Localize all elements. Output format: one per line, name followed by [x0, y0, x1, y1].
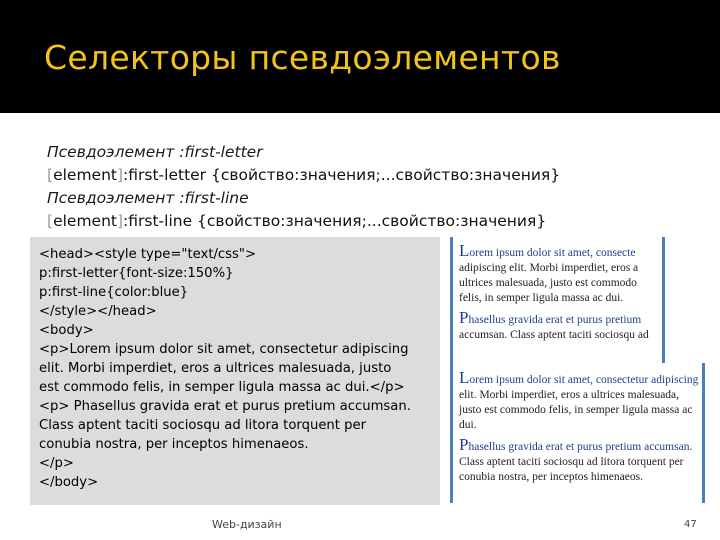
code-line: p:first-letter{font-size:150%} — [39, 266, 234, 281]
first-line-rule — [47, 210, 687, 233]
code-line: </body> — [39, 475, 99, 490]
preview-line: conubia nostra, per inceptos himenaeos. — [459, 471, 643, 483]
bracket-open: [ — [47, 166, 54, 184]
preview-paragraph — [459, 437, 701, 485]
preview-paragraph — [459, 310, 661, 343]
preview-first-letter: L — [459, 241, 470, 260]
preview-first-line: Lorem ipsum dolor sit amet, consectetur adipiscing — [459, 368, 699, 387]
first-letter-rule-body: :first-letter {свойство:значения;...свойство:значения} — [123, 166, 561, 184]
preview-first-line: Lorem ipsum dolor sit amet, consecte — [459, 241, 636, 260]
bracket-close: ] — [116, 166, 124, 184]
preview-line: felis, in semper ligula massa ac dui. — [459, 292, 624, 304]
code-line: elit. Morbi imperdiet, eros a ultrices malesuada, justo — [39, 361, 392, 376]
preview-first-line: Phasellus gravida erat et purus pretium accumsan. — [459, 435, 693, 454]
preview-border — [662, 237, 665, 363]
preview-line: Class aptent taciti sociosqu ad litora torquent per — [459, 456, 684, 468]
preview-border — [702, 363, 705, 503]
code-line: <head><style type="text/css"> — [39, 247, 257, 262]
preview-line: accumsan. Class aptent taciti sociosqu ad — [459, 329, 649, 341]
syntax-block — [47, 141, 687, 233]
code-line: </p> — [39, 456, 74, 471]
browser-preview-narrow — [450, 237, 665, 363]
page-number: 47 — [684, 519, 697, 530]
first-letter-heading: Псевдоэлемент :first-letter — [47, 143, 263, 161]
preview-first-letter: P — [459, 435, 469, 454]
preview-first-letter: L — [459, 368, 470, 387]
first-letter-rule — [47, 164, 687, 187]
browser-preview-wide — [450, 363, 705, 503]
preview-paragraph — [459, 370, 701, 433]
footer-label: Web-дизайн — [212, 518, 282, 531]
code-line: Class aptent taciti sociosqu ad litora torquent per — [39, 418, 367, 433]
preview-paragraph — [459, 243, 661, 306]
code-line: p:first-line{color:blue} — [39, 285, 189, 300]
preview-first-letter: P — [459, 308, 469, 327]
slide-title: Селекторы псевдоэлементов — [44, 38, 561, 77]
first-line-heading: Псевдоэлемент :first-line — [47, 189, 249, 207]
preview-first-line: Phasellus gravida erat et purus pretium — [459, 308, 642, 327]
code-line: conubia nostra, per inceptos himenaeos. — [39, 437, 309, 452]
code-line: <p> Phasellus gravida erat et purus pretium accumsan. — [39, 399, 411, 414]
preview-line: ultrices malesuada, justo est commodo — [459, 277, 637, 289]
code-line: <body> — [39, 323, 94, 338]
code-line: </style></head> — [39, 304, 157, 319]
code-example — [30, 237, 440, 505]
preview-line: justo est commodo felis, in semper ligula massa ac — [459, 404, 693, 416]
title-bar — [0, 0, 720, 113]
element-placeholder: element — [53, 166, 117, 184]
bracket-close: ] — [116, 212, 124, 230]
preview-line: dui. — [459, 419, 477, 431]
element-placeholder: element — [53, 212, 117, 230]
code-line: <p>Lorem ipsum dolor sit amet, consectetur adipiscing — [39, 342, 409, 357]
bracket-open: [ — [47, 212, 54, 230]
preview-line: adipiscing elit. Morbi imperdiet, eros a — [459, 262, 639, 274]
first-line-rule-body: :first-line {свойство:значения;...свойство:значения} — [123, 212, 547, 230]
code-line: est commodo felis, in semper ligula massa ac dui.</p> — [39, 380, 405, 395]
preview-line: elit. Morbi imperdiet, eros a ultrices malesuada, — [459, 389, 680, 401]
